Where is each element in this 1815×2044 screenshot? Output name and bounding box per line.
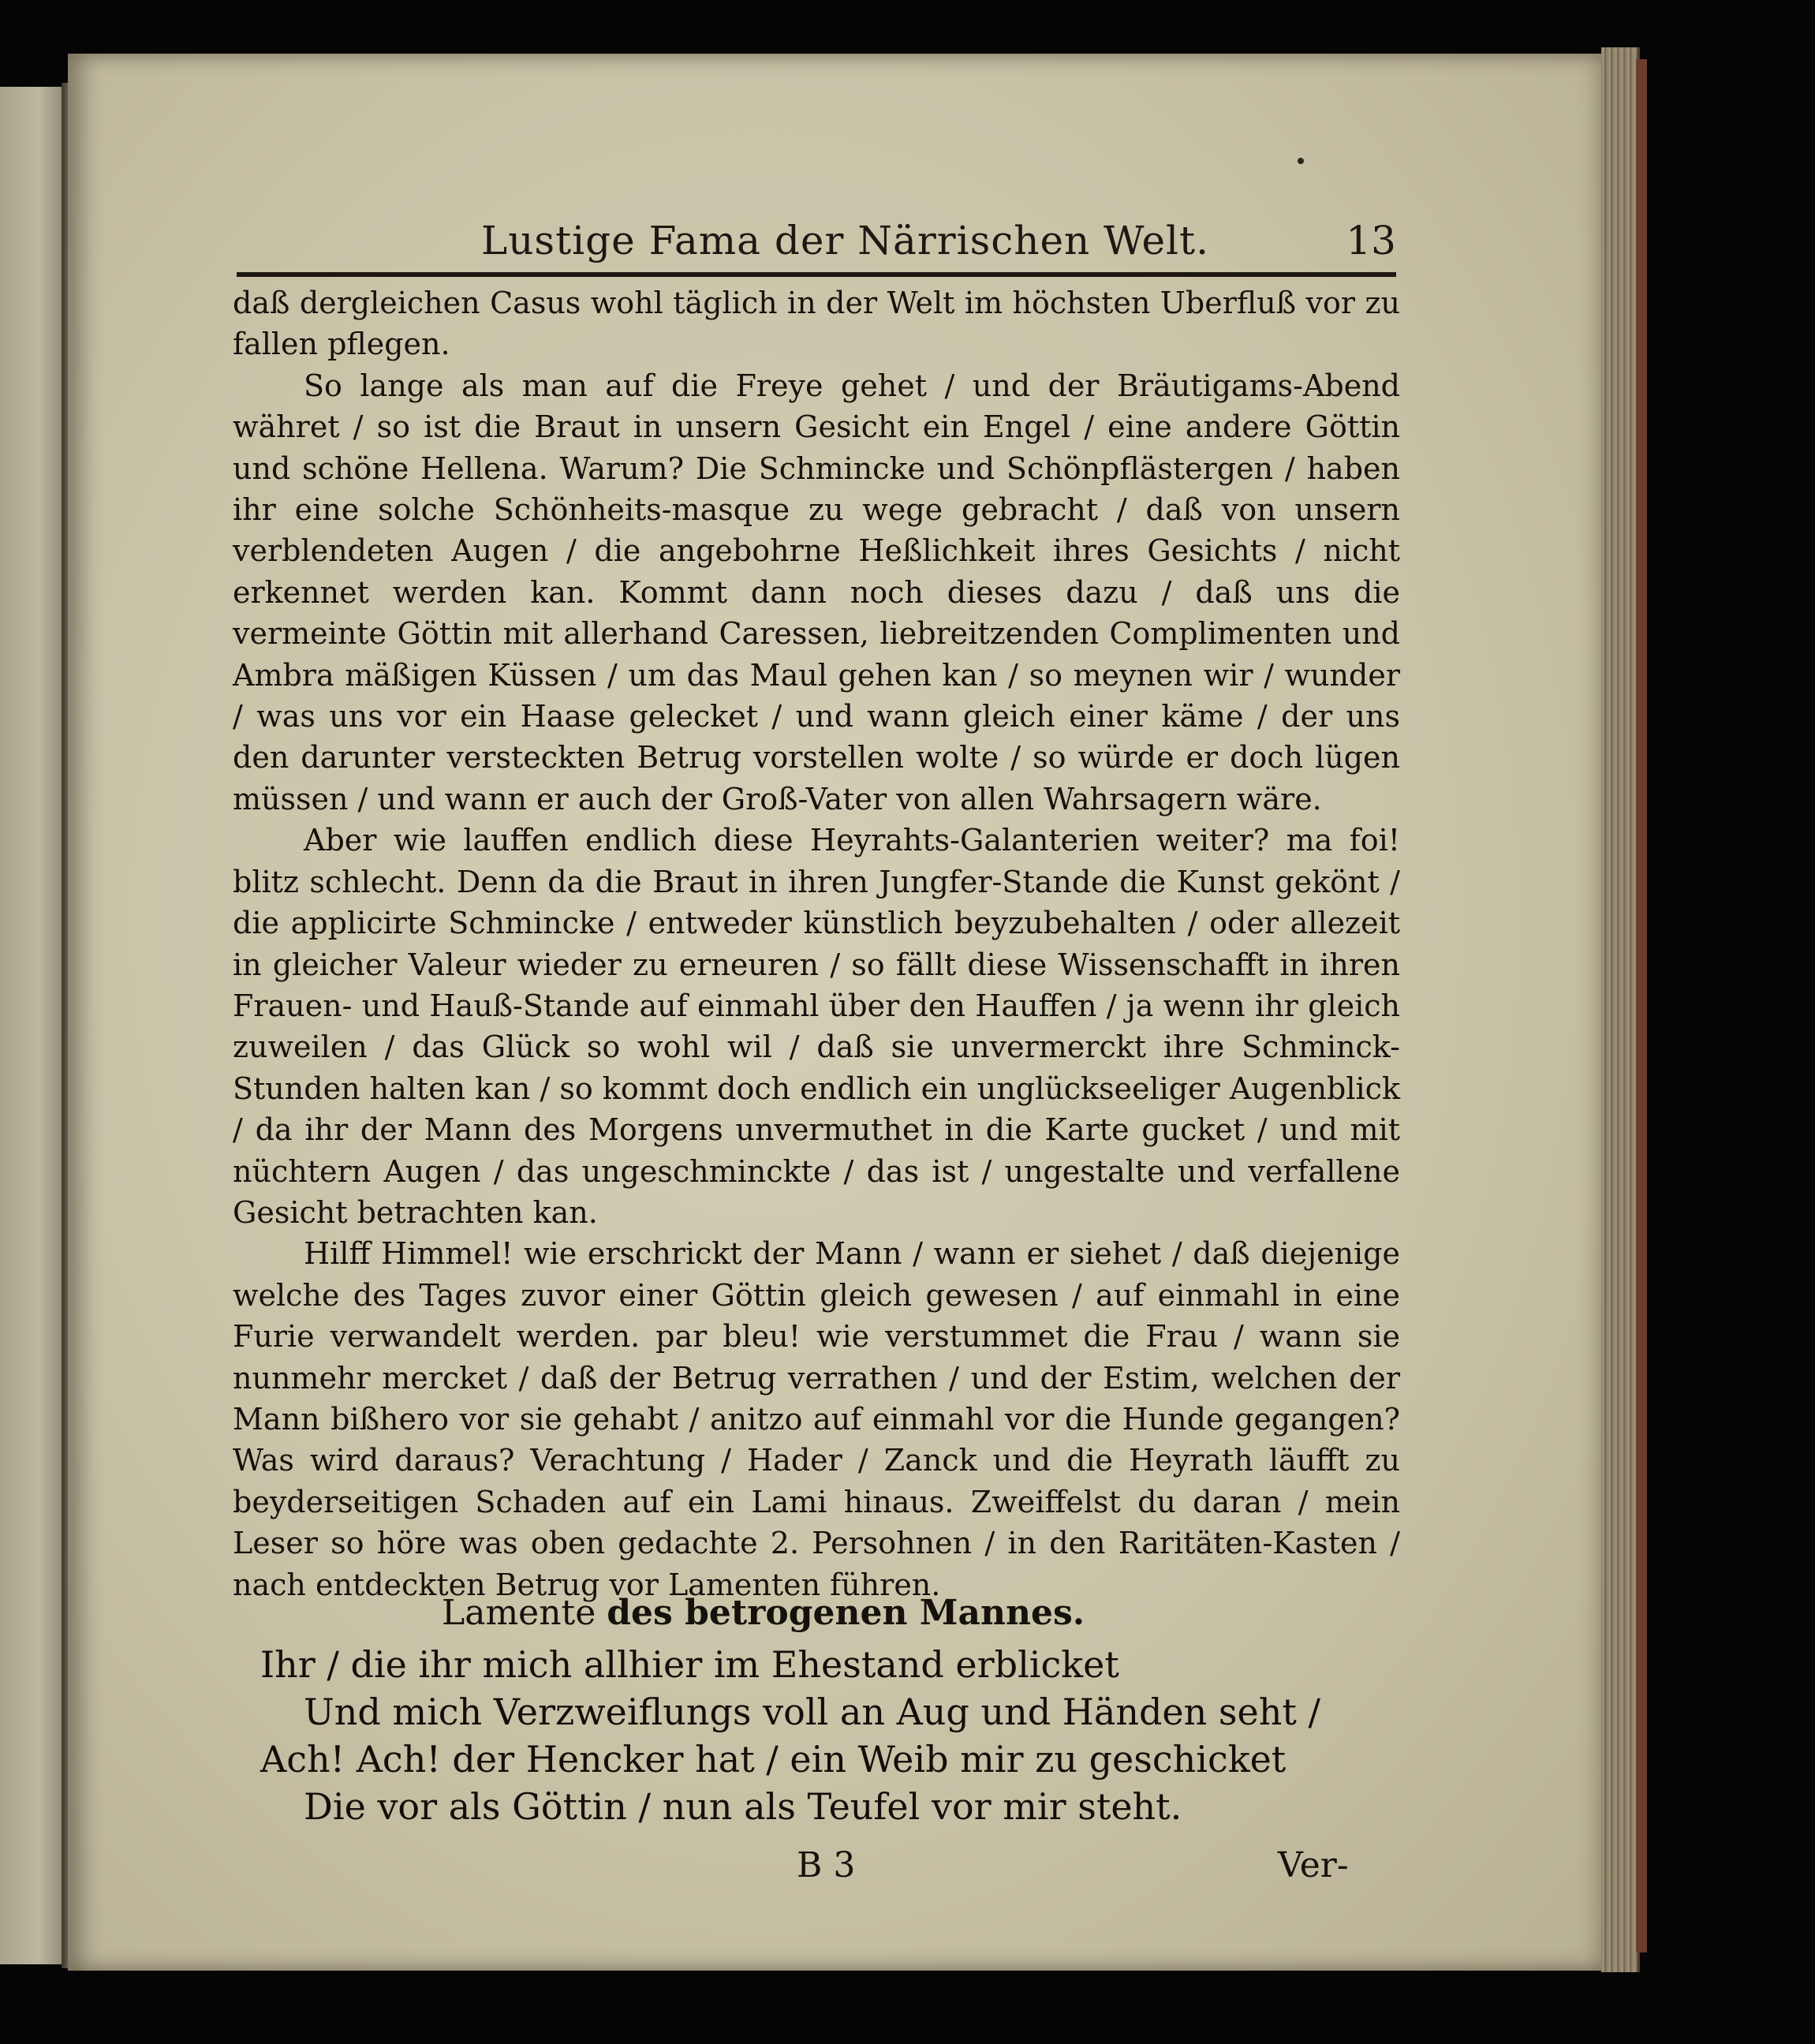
poem-line: Und mich Verzweiflungs voll an Aug und Händen seht / xyxy=(304,1691,1320,1733)
poem xyxy=(260,1641,1365,1830)
paragraph: So lange als man auf die Freye gehet / und der Bräutigams-Abend währet / so ist die Braut in unsern Gesicht ein Engel / eine andere Göttin und schöne Hellena. Warum? Die Schmincke und Schönpflästergen / haben ihr eine solche Schönheits-masque zu wege gebracht / daß von unsern verblendeten Augen / die angebohrne Heßlichkeit ihres Gesichts / nicht erkennet werden kan. Kommt dann noch dieses dazu / daß uns die vermeinte Göttin mit allerhand Caressen, liebreitzenden Complimenten und Ambra mäßigen Küssen / um das Maul gehen kan / so meynen wir / wunder / was uns vor ein Haase gelecket / und wann gleich einer käme / der uns den darunter versteckten Betrug vorstellen wolte / so würde er doch lügen müssen / und wann er auch der Groß-Vater von allen Wahrsagern wäre. xyxy=(233,368,1400,816)
page-number: 13 xyxy=(1346,218,1396,263)
cover-edge xyxy=(1636,59,1647,1952)
paragraph: Aber wie lauffen endlich diese Heyrahts-Galanterien weiter? ma foi! blitz schlecht. Denn da die Braut in ihren Jungfer-Stande die Kunst gekönt / die applicirte Schmincke / entweder künstlich beyzubehalten / oder allezeit in gleicher Valeur wieder zu erneuren / so fällt diese Wissenschafft in ihren Frauen- und Hauß-Stande auf einmahl über den Hauffen / ja wenn ihr gleich zuweilen / das Glück so wohl wil / daß sie unvermerckt ihre Schminck-Stunden halten kan / so kommt doch endlich ein unglückseeliger Augenblick / da ihr der Mann des Morgens unvermuthet in die Karte gucket / und mit nüchtern Augen / das ungeschminckte / das ist / ungestalte und verfallene Gesicht betrachten kan. xyxy=(233,823,1400,1230)
poem-title xyxy=(442,1586,1231,1641)
signature-mark: B 3 xyxy=(797,1845,856,1885)
poem-title-prefix: Lamente xyxy=(442,1593,596,1633)
catchword: Ver- xyxy=(1278,1845,1349,1885)
ink-spot xyxy=(1298,158,1304,164)
paragraph: daß dergleichen Casus wohl täglich in der Welt im höchsten Uberfluß vor zu fallen pflegen. xyxy=(233,286,1400,362)
poem-line: Ach! Ach! der Hencker hat / ein Weib mir zu geschicket xyxy=(260,1738,1287,1781)
poem-line: Ihr / die ihr mich allhier im Ehestand erblicket xyxy=(260,1643,1119,1686)
running-header xyxy=(237,213,1396,268)
facing-page-edge xyxy=(0,87,65,1964)
poem-title-main: des betrogenen Mannes. xyxy=(607,1593,1085,1633)
running-title: Lustige Fama der Närrischen Welt. xyxy=(481,218,1210,263)
paragraph: Hilff Himmel! wie erschrickt der Mann / wann er siehet / daß diejenige welche des Tages zuvor einer Göttin gleich gewesen / auf einmahl in eine Furie verwandelt werden. par bleu! wie verstummet die Frau / wann sie nunmehr mercket / daß der Betrug verrathen / und der Estim, welchen der Mann bißhero vor sie gehabt / anitzo auf einmahl vor die Hunde gegangen? Was wird daraus? Verachtung / Hader / Zanck und die Heyrath läufft zu beyderseitigen Schaden auf ein Lami hinaus. Zweiffelst du daran / mein Leser so höre was oben gedachte 2. Persohnen / in den Raritäten-Kasten / nach entdeckten Betrug vor Lamenten führen. xyxy=(233,1236,1400,1602)
poem-line: Die vor als Göttin / nun als Teufel vor mir steht. xyxy=(304,1785,1182,1828)
page-block-edges xyxy=(1601,47,1640,1972)
body-text xyxy=(233,282,1400,1605)
header-rule xyxy=(237,272,1396,277)
